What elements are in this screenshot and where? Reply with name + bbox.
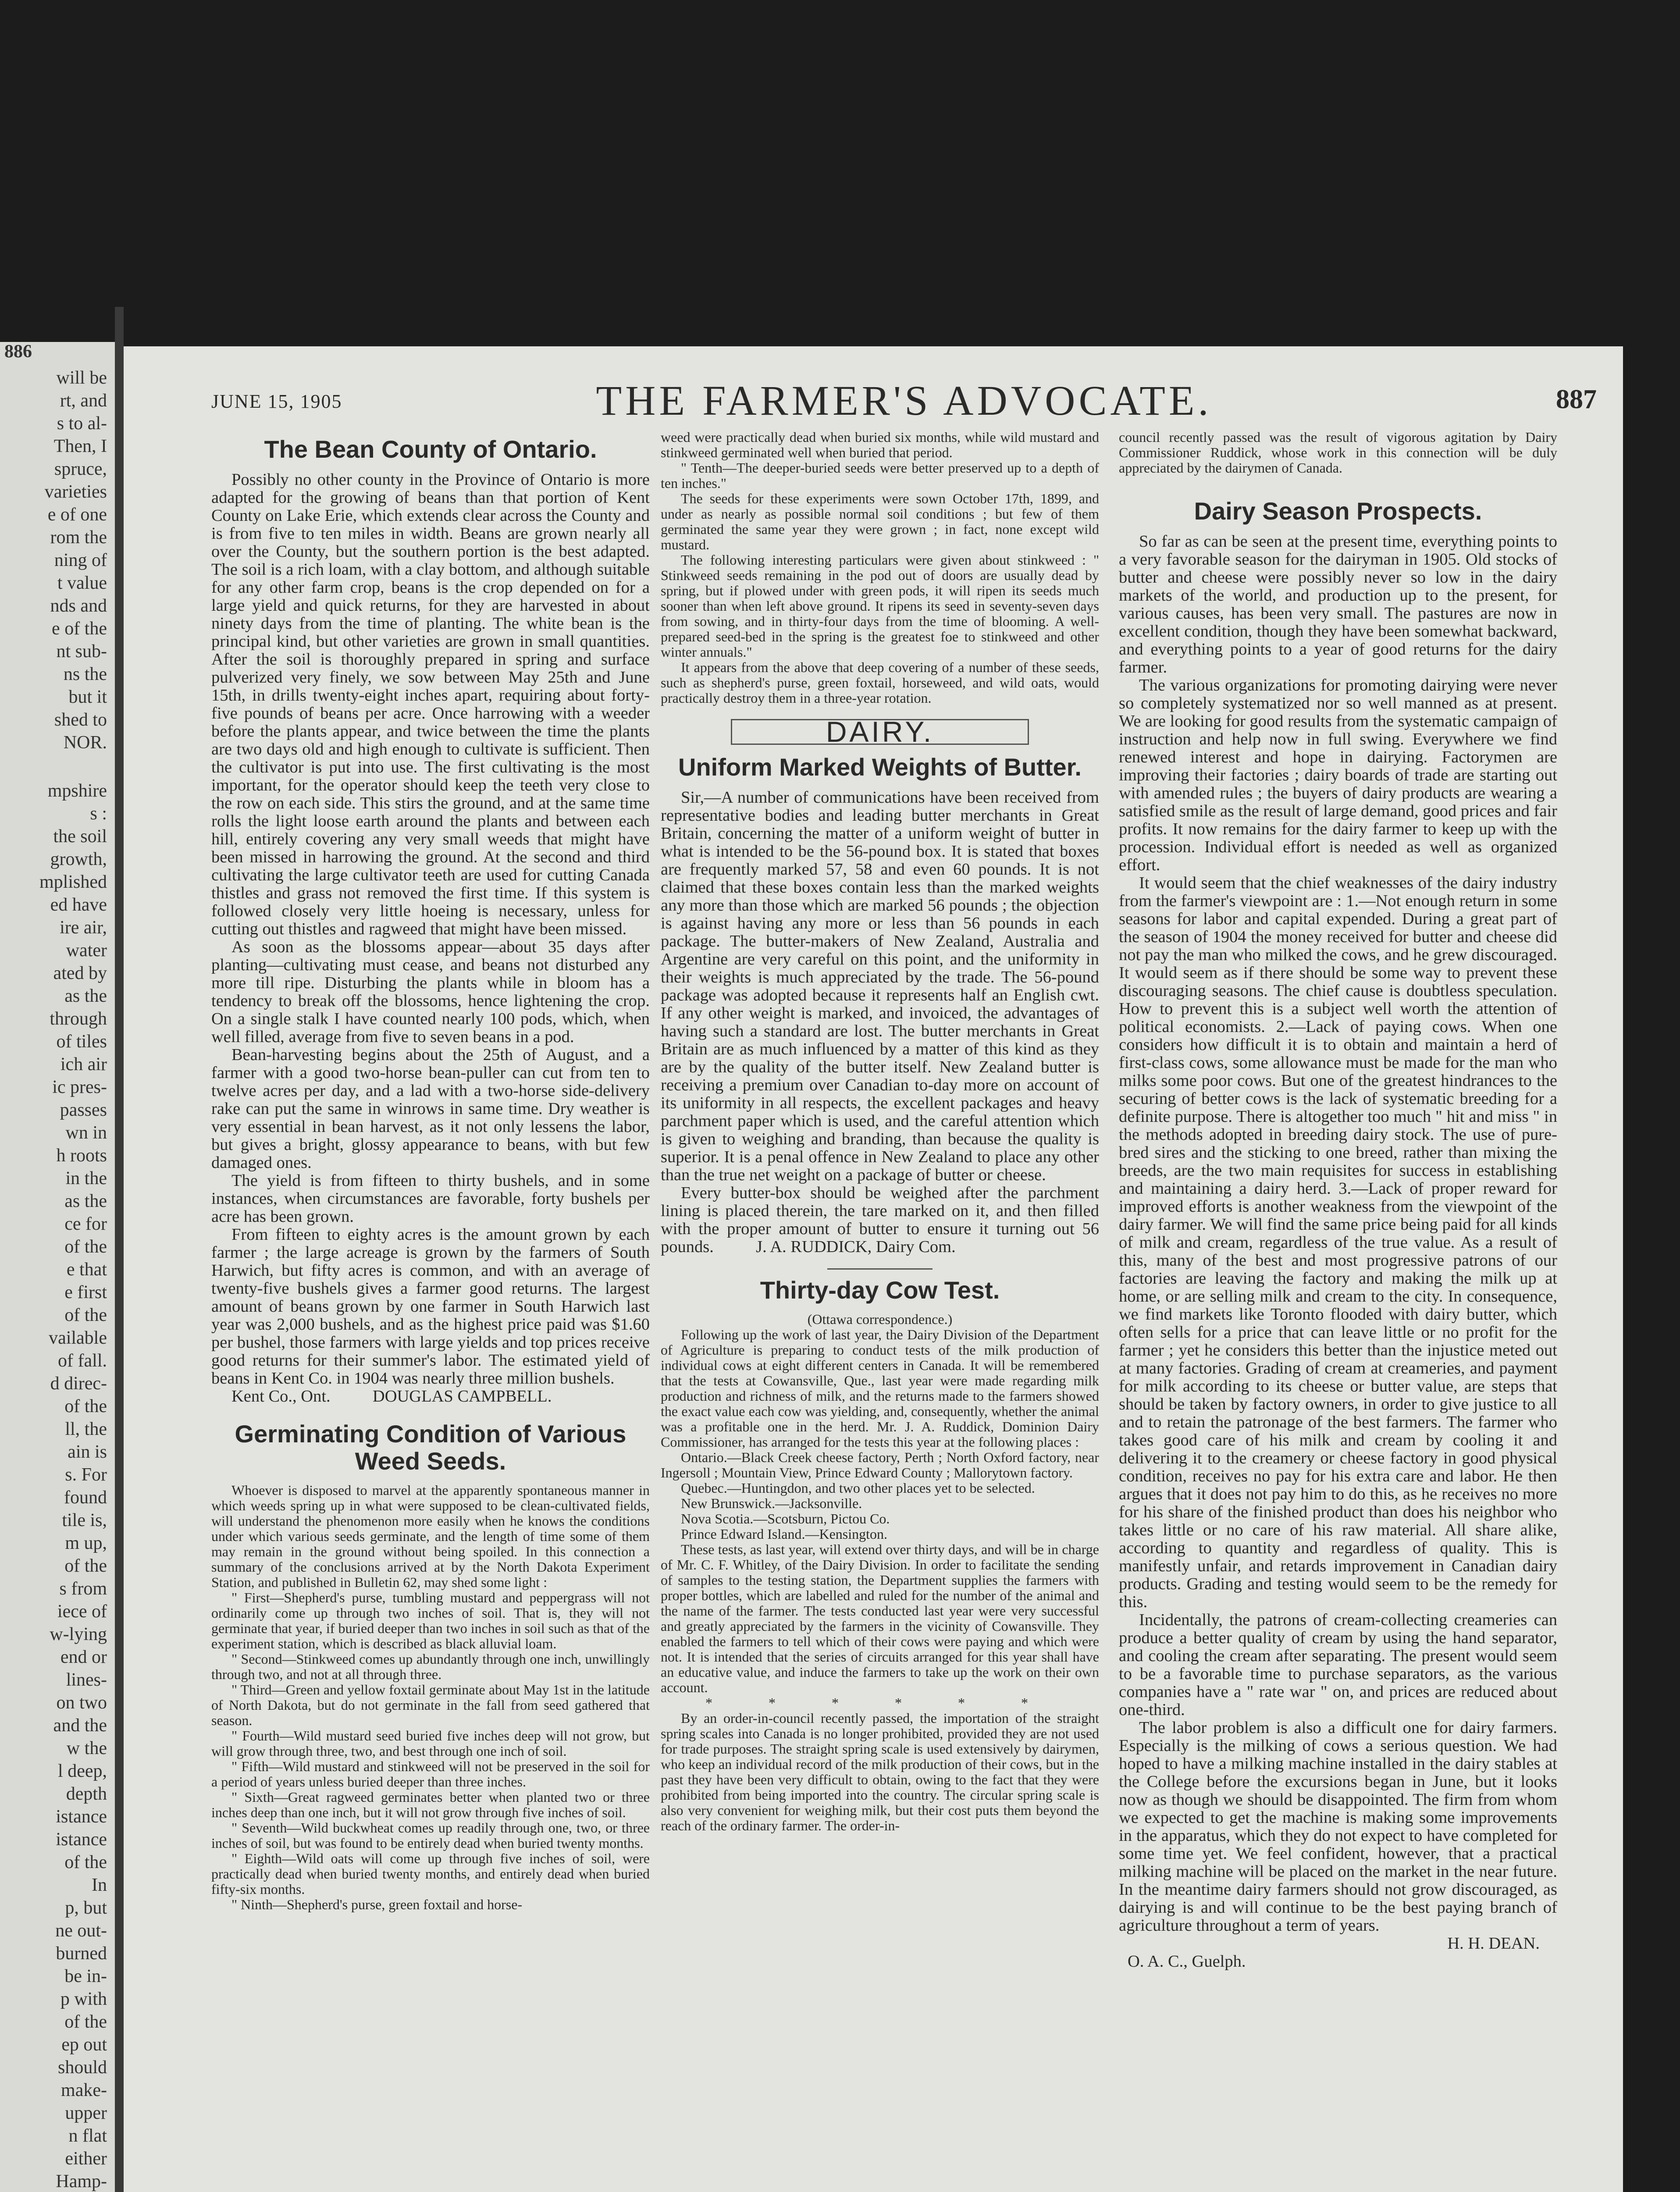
article-paragraph: Following up the work of last year, the Dairy Division of the Department of Agriculture is preparing to conduct tests of the milk production of individual cows at eight different centers in Canada. It will be remembered that the tests at Cowansville, Que., last year were made regarding milk production and richness of milk, and the returns made to the farmers showed the exact value each cow was yielding, and, consequently, whether the animal was a profitable one in the herd. Mr. J. A. Ruddick, Dominion Dairy Commissioner, has arranged for the tests this year at the following places :	[661, 1327, 1099, 1450]
article-paragraph: " Tenth—The deeper-buried seeds were better preserved up to a depth of ten inches."	[661, 460, 1099, 491]
previous-page-line: ire air,	[60, 918, 107, 938]
article-paragraph: New Brunswick.—Jacksonville.	[681, 1495, 862, 1511]
previous-page-line: rt, and	[60, 391, 107, 411]
previous-page-line: NOR.	[63, 733, 107, 753]
previous-page-line: as the	[64, 1191, 107, 1211]
previous-page-line: d direc-	[50, 1374, 107, 1394]
article-byline: (Ottawa correspondence.)	[807, 1311, 953, 1327]
previous-page-line: lines-	[66, 1670, 107, 1690]
previous-page-line: ep out	[61, 2035, 107, 2055]
previous-page-line: passes	[60, 1100, 107, 1120]
previous-page-line: s. For	[65, 1465, 107, 1485]
previous-page-line: In	[92, 1875, 107, 1895]
article-paragraph: " Second—Stinkweed comes up abundantly through one inch, unwillingly through two, and not at all through three.	[211, 1651, 650, 1682]
masthead	[211, 373, 1597, 425]
previous-page-line: through	[50, 1009, 107, 1029]
previous-page-fragment	[0, 342, 115, 2192]
newspaper-page	[124, 346, 1623, 2192]
article-paragraph: Incidentally, the patrons of cream-collecting creameries can produce a better quality of cream by using the hand separator, and cooling the cream after separating. The present would seem to be a favorable time to purchase separators, as the various companies have a " rate war " on, and prices are reduced about one-third.	[1119, 1611, 1557, 1719]
previous-page-line: rom the	[50, 527, 107, 548]
previous-page-line: will be	[56, 368, 107, 388]
previous-page-line: of the	[64, 1852, 107, 1872]
previous-page-line: ns the	[63, 664, 107, 684]
previous-page-line: nt sub-	[56, 641, 107, 662]
previous-page-line: e of the	[52, 619, 107, 639]
issue-date: JUNE 15, 1905	[211, 391, 342, 412]
column-2	[661, 429, 1103, 1833]
article-paragraph: As soon as the blossoms appear—about 35 days after planting—cultivating must cease, and beans not disturbed any more till ripe. Disturbing the plants while in bloom has a tendency to break off the blossoms, hence lightening the crop. On a single stalk I have counted nearly 100 pods, which, when well filled, average from five to seven beans in a pod.	[211, 938, 650, 1046]
previous-page-line: ne out-	[55, 1921, 107, 1941]
previous-page-line: ning of	[54, 550, 107, 570]
previous-page-line: ain is	[68, 1442, 107, 1462]
previous-page-line: ich air	[60, 1054, 107, 1075]
previous-page-line: water	[66, 940, 107, 961]
article-paragraph: " Fifth—Wild mustard and stinkweed will not be preserved in the soil for a period of years unless buried deeper than three inches.	[211, 1758, 650, 1790]
previous-page-line: spruce,	[54, 459, 107, 479]
previous-page-line: e that	[66, 1260, 107, 1280]
previous-page-line: in the	[65, 1168, 107, 1189]
previous-page-line: s :	[90, 804, 107, 824]
previous-page-line: varieties	[44, 482, 107, 502]
previous-page-line: of the	[64, 1556, 107, 1576]
article-heading-bean-county: The Bean County of Ontario.	[264, 435, 597, 463]
previous-page-line: l deep,	[58, 1761, 107, 1781]
previous-page-line: t value	[57, 573, 107, 593]
previous-page-line: depth	[66, 1784, 107, 1804]
section-label-dairy: DAIRY.	[731, 719, 1029, 745]
article-paragraph: These tests, as last year, will extend over thirty days, and will be in charge of Mr. C. F. Whitley, of the Dairy Division. In order to facilitate the sending of samples to the testing station, the Department supplies the farmers with proper bottles, which are labelled and ruled for the number of the animal and the name of the farmer. The tests conducted last year were very successful and greatly appreciated by the farmers in the vicinity of Cowansville. They enabled the farmers to tell which of their cows were paying and which were not. It is intended that the series of circuits arranged for this year shall have an educative value, and induce the farmers to take up the work on their own account.	[661, 1541, 1099, 1695]
previous-page-line: ll, the	[65, 1419, 107, 1439]
section-divider	[827, 1268, 933, 1270]
previous-page-line: and the	[53, 1715, 107, 1736]
previous-page-line: ated by	[53, 963, 107, 983]
previous-page-line: vailable	[49, 1328, 107, 1348]
previous-page-line: iece of	[57, 1601, 107, 1622]
previous-page-line: of tiles	[56, 1032, 107, 1052]
article-paragraph: Every butter-box should be weighed after the parchment lining is placed therein, the tare marked on it, and then filled with the proper amount of butter to ensure it turning out 56 pounds. J. A. RUDDICK, Dairy Com.	[661, 1184, 1103, 1256]
previous-page-line: e of one	[47, 505, 107, 525]
article-paragraph: It appears from the above that deep covering of a number of these seeds, such as shepherd's purse, green foxtail, horseweed, and wild oats, would practically destroy them in a three-year rotation.	[661, 659, 1099, 706]
previous-page-line: n flat	[68, 2126, 107, 2146]
article-paragraph: Bean-harvesting begins about the 25th of August, and a farmer with a good two-horse bean-puller can cut from ten to twelve acres per day, and a lad with a two-horse side-delivery rake can put the same in winrows in same time. Dry weather is very essential in bean harvest, as it not only lessens the labor, but gives a bright, glossy appearance to beans, with but few damaged ones.	[211, 1046, 650, 1172]
publication-title: THE FARMER'S ADVOCATE.	[596, 377, 1212, 424]
article-paragraph: Whoever is disposed to marvel at the apparently spontaneous manner in which weeds spring up in what were supposed to be clean-cultivated fields, will understand the phenomenon more easily when he knows the conditions under which various seeds germinate, and the length of time some of them may remain in the ground without being spoiled. In this connection a summary of the conclusions arrived at by the North Dakota Experiment Station, and published in Bulletin 62, may shed some light :	[211, 1482, 650, 1590]
previous-page-line: of the	[64, 1396, 107, 1416]
article-paragraph: Possibly no other county in the Province of Ontario is more adapted for the growing of beans than that portion of Kent County on Lake Erie, which extends clear across the County and is from five to ten miles in width. Beans are grown nearly all over the County, but the southern portion is the best adapted. The soil is a rich loam, with a clay bottom, and although suitable for any other farm crop, beans is the crop depended on for a large yield and quick returns, for they are harvested in about ninety days from the time of planting. The white bean is the principal kind, but other varieties are grown in small quantities. After the soil is thoroughly prepared in spring and surface pulverized very finely, we sow between May 25th and June 15th, in drills twenty-eight inches apart, requiring about forty-five pounds of beans per acre. Once harrowing with a weeder before the plants appear, and twice between the time the plants are two days old and high enough to cultivate is sufficient. Then the cultivator is put into use. The first cultivating is the most important, for the operator should keep the teeth very close to the row on each side. This stirs the ground, and at the same time rolls the light loose earth around the plants and between each hill, entirely covering any very small weeds that might have been missed in harrowing the ground. At the second and third cultivating the large cultivator teeth are used for cutting Canada thistles and grass not removed the first time. If this system is followed closely very little hoeing is necessary, unless for cutting out thistles and ragweed that might have been missed.	[211, 470, 650, 938]
previous-page-line: p, but	[65, 1898, 107, 1918]
previous-page-line: s to al-	[57, 413, 107, 434]
previous-page-line: w the	[66, 1738, 107, 1758]
previous-page-line: s from	[59, 1579, 107, 1599]
previous-page-line: tile is,	[62, 1510, 107, 1530]
article-paragraph: So far as can be seen at the present time, everything points to a very favorable season for the dairyman in 1905. Old stocks of butter and cheese were possibly never so low in the dairy markets of the world, and production up to the present, for various causes, has been very small. The pastures are now in excellent condition, though they have been somewhat backward, and everything points to a year of good returns for the dairy farmer.	[1119, 532, 1557, 676]
previous-page-line: mplished	[39, 872, 107, 892]
article-paragraph: " First—Shepherd's purse, tumbling mustard and peppergrass will not ordinarily come up through two inches of soil. That is, they will not germinate that year, if buried deeper than two inches in soil such as that of the experiment station, which is described as black alluvial loam.	[211, 1590, 650, 1651]
article-heading-cow-test: Thirty-day Cow Test.	[760, 1276, 1000, 1304]
previous-page-line: Then, I	[53, 436, 107, 456]
previous-page-line: found	[64, 1487, 107, 1508]
previous-page-line: ic pres-	[52, 1077, 107, 1097]
article-location: O. A. C., Guelph.	[1128, 1952, 1246, 1971]
previous-page-line: be in-	[64, 1966, 107, 1986]
previous-page-line: of the	[64, 1237, 107, 1257]
article-paragraph: " Ninth—Shepherd's purse, green foxtail and horse-	[231, 1897, 523, 1912]
article-paragraph: Prince Edward Island.—Kensington.	[681, 1526, 888, 1542]
article-paragraph: The following interesting particulars were given about stinkweed : " Stinkweed seeds remaining in the pod out of doors are usually dead by spring, but if plowed under with green pods, it will ripen its seeds much sooner than when left above ground. It ripens its seed in seventy-seven days from sowing, and in thirty-four days from the time of blooming. A well-prepared seed-bed in the spring is the greatest foe to stinkweed and other winter annuals."	[661, 552, 1099, 660]
page-number: 887	[1556, 384, 1597, 414]
previous-page-line: burned	[56, 1943, 107, 1964]
previous-page-line: istance	[56, 1829, 107, 1850]
previous-page-line: shed to	[54, 710, 107, 730]
article-heading-weed-seeds: Germinating Condition of Various Weed Seeds.	[235, 1420, 626, 1475]
article-paragraph: The labor problem is also a difficult one for dairy farmers. Especially is the milking of cows a serious question. We had hoped to have a milking machine installed in the dairy stables at the College before the excursions began in June, but it looks now as though we should be disappointed. The firm from whom we expected to get the machine is making some improvements in the apparatus, which they do not expect to have completed for some time yet. We feel confident, however, that a practical milking machine will be placed on the market in the near future. In the meantime dairy farmers should not grow discouraged, as dairying is and will continue to be the best paying branch of agriculture throughout a term of years.	[1119, 1719, 1557, 1935]
previous-page-line: either	[65, 2149, 107, 2169]
article-paragraph: It would seem that the chief weaknesses of the dairy industry from the farmer's viewpoint are : 1.—Not enough return in some seasons for labor and capital expended. During a great part of the season of 1904 the money received for butter and cheese did not pay the man who milked the cows, and he grew discouraged. It would seem as if there should be some way to prevent these discouraging seasons. The chief cause is doubtless speculation. How to prevent this is a subject well worth the attention of political economists. 2.—Lack of paying cows. When one considers how difficult it is to obtain and maintain a herd of first-class cows, some allowance must be made for the man who milks some poor cows. But one of the greatest hindrances to the securing of better cows is the lack of systematic breeding for a definite purpose. There is altogether too much " hit and miss " in the methods adopted in breeding dairy stock. The use of pure-bred sires and the sticking to one breed, rather than mixing the breeds, are the two main requisites for success in establishing and maintaining a dairy herd. 3.—Lack of proper reward for improved efforts is another weakness from the viewpoint of the dairy farmer. We will find the same price being paid for all kinds of milk and cream, regardless of the true value. As a result of this, many of the best and most progressive patrons of our factories are leaving the factory and making the milk up at home, or are selling milk and cream to the city. In consequence, we find markets like Toronto flooded with dairy butter, which often sells for a price that can leave little or no profit for the farmer ; yet he considers this better than the injustice meted out at many factories. Grading of cream at creameries, and payment for milk according to its cheese or butter value, are steps that should be taken by factory owners, in order to give justice to all and to retain the patronage of the best farmers. The farmer who takes good care of his milk and cream by cooling it and delivering it to the creamery or cheese factory in good physical condition, receives no pay for his extra care and labor. He then argues that it does not pay him to do this, as he receives no more for his share of the finished product than does his neighbor who takes little or no care of his raw material. All share alike, according to quantity and regardless of quality. This is manifestly unfair, and retards improvement in Canadian dairy products. Grading and testing would seem to be the remedy for this.	[1119, 874, 1557, 1611]
column-3	[1119, 430, 1557, 1971]
previous-page-line: of fall.	[58, 1351, 107, 1371]
previous-page-line: ed have	[50, 895, 107, 915]
article-paragraph: " Seventh—Wild buckwheat comes up readily through one, two, or three inches of soil, but was found to be entirely dead when buried twenty months.	[211, 1820, 650, 1851]
previous-page-line: w-lying	[50, 1624, 107, 1644]
article-paragraph: Ontario.—Black Creek cheese factory, Perth ; North Oxford factory, near Ingersoll ; Mountain View, Prince Edward County ; Mallorytown factory.	[661, 1449, 1099, 1480]
article-paragraph: " Third—Green and yellow foxtail germinate about May 1st in the latitude of North Dakota, but do not germinate in the fall from seed gathered that season.	[211, 1682, 650, 1728]
article-heading-dairy-prospects: Dairy Season Prospects.	[1194, 497, 1482, 525]
article-paragraph: Nova Scotia.—Scotsburn, Pictou Co.	[681, 1511, 890, 1527]
article-paragraph: The yield is from fifteen to thirty bushels, and in some instances, when circumstances are favorable, forty bushels per acre has been grown.	[211, 1171, 650, 1226]
previous-page-line: end or	[60, 1647, 107, 1667]
article-signature: Kent Co., Ont. DOUGLAS CAMPBELL.	[231, 1387, 552, 1406]
previous-page-line: should	[57, 2057, 107, 2078]
section-stars: * * * * * *	[705, 1695, 1054, 1711]
article-paragraph: By an order-in-council recently passed, the importation of the straight spring scales into Canada is no longer prohibited, provided they are not used for trade purposes. The straight spring scale is used extensively by dairymen, who keep an individual record of the milk production of their cows, but in the past they have been very difficult to obtain, owing to the fact that they were prohibited from being imported into the country. The circular spring scale is also very convenient for weighing milk, but their cost puts them beyond the reach of the ordinary farmer. The order-in-	[661, 1710, 1099, 1833]
article-heading-butter-weights: Uniform Marked Weights of Butter.	[678, 753, 1082, 781]
previous-page-line: of the	[64, 1305, 107, 1325]
previous-page-line: of the	[64, 2012, 107, 2032]
previous-page-line: m up,	[65, 1533, 107, 1553]
article-paragraph: " Eighth—Wild oats will come up through five inches of soil, were practically dead when buried twenty months, and entirely dead when buried fifty-six months.	[211, 1850, 650, 1897]
article-paragraph: Sir,—A number of communications have been received from representative bodies and leading butter merchants in Great Britain, concerning the matter of a uniform weight of butter in what is intended to be the 56-pound box. It is stated that boxes are frequently marked 57, 58 and even 60 pounds. It is not claimed that these boxes contain less than the marked weights any more than those which are marked 56 pounds ; the objection is against having any more or less than 56 pounds in each package. The butter-makers of New Zealand, Australia and Argentine are very careful on this point, and the uniformity in their weights is much appreciated by the trade. The 56-pound package was adopted because it represents half an English cwt. If any other weight is marked, and invoiced, the advantages of having such a standard are lost. The butter merchants in Great Britain are as much influenced by a matter of this kind as they are by the quality of the butter itself. New Zealand butter is receiving a premium over Canadian to-day more on account of its uniformity in all respects, the excellent packages and heavy parchment paper which is used, and the careful attention which is given to weighing and branding, than because the quality is superior. It is a penal offence in New Zealand to place any other than the true net weight on a package of butter or cheese.	[661, 788, 1099, 1184]
previous-page-line: the soil	[53, 826, 107, 847]
article-paragraph: council recently passed was the result of vigorous agitation by Dairy Commissioner Ruddick, whose work in this connection will be duly appreciated by the dairymen of Canada.	[1119, 429, 1557, 476]
article-paragraph: From fifteen to eighty acres is the amount grown by each farmer ; the large acreage is grown by the farmers of South Harwich, but fifty acres is common, and with an average of twenty-five bushels gives a farmer good returns. The largest amount of beans grown by one farmer in South Harwich last year was 2,000 bushels, and as the highest price paid was $1.60 per bushel, those farmers with large yields and top prices receive good returns for their summer's labor. The estimated yield of beans in Kent Co. in 1904 was nearly three million bushels.	[211, 1225, 650, 1388]
previous-page-line: make-	[61, 2080, 107, 2100]
article-paragraph: weed were practically dead when buried six months, while wild mustard and stinkweed germinated well when buried that period.	[661, 429, 1099, 460]
previous-page-line: p with	[60, 1989, 107, 2009]
article-paragraph: The seeds for these experiments were sown October 17th, 1899, and under as nearly as possible normal soil conditions ; but few of them germinated the same year they were grown ; in fact, none except wild mustard.	[661, 491, 1099, 552]
article-paragraph: Quebec.—Huntingdon, and two other places yet to be selected.	[681, 1480, 1035, 1496]
previous-page-line: growth,	[50, 849, 107, 869]
previous-page-line: h roots	[56, 1146, 107, 1166]
previous-page-line: mpshire	[47, 781, 107, 801]
previous-page-line: as the	[64, 986, 107, 1006]
column-1	[211, 430, 650, 1912]
previous-page-line: e first	[64, 1282, 107, 1302]
page-gutter	[115, 307, 124, 2192]
article-paragraph: The various organizations for promoting dairying were never so completely systematized nor so well manned as at present. We are looking for good results from the systematic campaign of instruction and help now in full swing. Everywhere we find renewed interest and hope in dairying. Factorymen are improving their factories ; dairy boards of trade are starting out with amended rules ; the buyers of dairy products are wearing a satisfied smile as the result of large demand, good prices and fair profits. It now remains for the dairy farmer to keep up with the procession. Individual effort is needed as well as organized effort.	[1119, 676, 1557, 874]
article-paragraph: " Sixth—Great ragweed germinates better when planted two or three inches deep than one inch, but it will not grow through five inches of soil.	[211, 1789, 650, 1820]
previous-page-number: 886	[4, 342, 32, 362]
article-signature: H. H. DEAN.	[1447, 1934, 1540, 1953]
previous-page-line: on two	[56, 1693, 107, 1713]
article-paragraph: " Fourth—Wild mustard seed buried five inches deep will not grow, but will grow through three, two, and best through one inch of soil.	[211, 1728, 650, 1759]
previous-page-line: ce for	[64, 1214, 107, 1234]
previous-page-line: Hamp-	[56, 2171, 107, 2192]
previous-page-line: wn in	[65, 1123, 107, 1143]
previous-page-line: but it	[68, 687, 107, 707]
previous-page-line: upper	[65, 2103, 107, 2123]
previous-page-line: istance	[56, 1807, 107, 1827]
previous-page-line: nds and	[50, 596, 107, 616]
